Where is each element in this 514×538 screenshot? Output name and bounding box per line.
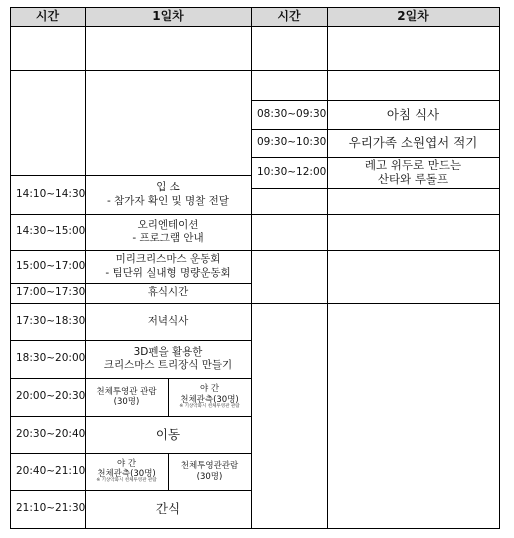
- activity-title: 야 간: [116, 458, 137, 469]
- activity-title: 우리가족 소원엽서 적기: [348, 135, 478, 151]
- grid-line: [251, 188, 500, 189]
- day1-activity-planetarium-a: [85, 378, 168, 416]
- grid-line: [85, 7, 86, 529]
- grid-line: [10, 283, 252, 284]
- grid-line: [10, 378, 252, 379]
- activity-detail: 천체관측(30명): [180, 394, 239, 405]
- day1-activity-dinner: [85, 303, 251, 340]
- activity-title: 천체투영관관람: [180, 461, 239, 472]
- day1-activity-checkin: [85, 175, 251, 214]
- activity-detail: - 팀단위 실내형 명량운동회: [105, 266, 231, 279]
- activity-detail: (30명): [196, 471, 223, 482]
- grid-line: [10, 7, 11, 529]
- day1-time-cell: 17:00~17:30: [16, 286, 85, 299]
- day2-time-cell: 08:30~09:30: [257, 107, 327, 120]
- activity-title: 레고 위두로 만드는: [364, 158, 462, 173]
- grid-line: [10, 250, 252, 251]
- activity-detail: 크리스마스 트리장식 만들기: [103, 359, 233, 371]
- day1-time-cell: 14:30~15:00: [16, 225, 85, 238]
- day1-activity-orientation: [85, 214, 251, 250]
- activity-title: 미리크리스마스 운동회: [115, 253, 221, 266]
- grid-line: [10, 416, 252, 417]
- activity-title: 휴식시간: [147, 286, 189, 299]
- grid-line: [10, 340, 252, 341]
- day1-time-cell: 14:10~14:30: [16, 187, 85, 200]
- activity-detail: - 프로그램 안내: [132, 232, 204, 244]
- grid-line: [251, 7, 252, 529]
- grid-line: [10, 7, 500, 8]
- day2-activity-wish-postcard: [327, 129, 499, 157]
- day1-activity-night-obs-b: [85, 453, 168, 490]
- day1-activity-move: [85, 416, 251, 453]
- activity-detail: 천체관측(30명): [97, 469, 156, 480]
- activity-title: 야 간: [199, 384, 220, 395]
- day1-time-cell: 20:00~20:30: [16, 390, 85, 403]
- grid-line: [327, 7, 328, 529]
- day1-activity-snack: [85, 490, 251, 528]
- grid-line: [251, 129, 500, 130]
- activity-title: 아침 식사: [386, 106, 440, 122]
- day2-time-cell: 10:30~12:00: [257, 165, 327, 178]
- activity-title: 입 소: [156, 181, 180, 194]
- activity-detail: 산타와 루돌프: [377, 171, 449, 186]
- header-day2: 2일차: [397, 9, 429, 23]
- day2-activity-breakfast: [327, 100, 499, 129]
- grid-line: [499, 7, 500, 529]
- day1-time-cell: 18:30~20:00: [16, 352, 85, 365]
- grid-line: [10, 26, 500, 27]
- day1-activity-night-obs-a: [168, 378, 251, 416]
- grid-line: [10, 490, 252, 491]
- grid-line: [251, 214, 500, 215]
- day2-activity-lego: [327, 157, 499, 188]
- activity-title: 3D펜을 활용한: [133, 345, 203, 358]
- grid-line: [251, 100, 500, 101]
- grid-line: [168, 453, 169, 490]
- grid-line: [10, 303, 252, 304]
- grid-line: [10, 528, 500, 529]
- grid-line: [10, 214, 252, 215]
- activity-title: 저녁식사: [147, 314, 189, 327]
- grid-line: [168, 378, 169, 416]
- day1-activity-3d-pen: [85, 340, 251, 378]
- activity-title: 오리엔테이션: [137, 218, 199, 231]
- day1-time-cell: 15:00~17:00: [16, 259, 85, 272]
- activity-detail: (30명): [113, 397, 140, 407]
- day1-activity-planetarium-b: [168, 453, 251, 490]
- day2-time-cell: 09:30~10:30: [257, 136, 327, 149]
- grid-line: [10, 70, 500, 71]
- day1-activity-sports-day: [85, 250, 251, 283]
- activity-note: ※ 기상악화시 천체투영관 관람: [96, 478, 157, 484]
- day1-time-cell: 17:30~18:30: [16, 314, 85, 327]
- day1-activity-break: [85, 283, 251, 303]
- day1-time-cell: 20:30~20:40: [16, 427, 85, 440]
- grid-line: [10, 453, 252, 454]
- grid-line: [251, 303, 500, 304]
- day1-time-cell: 20:40~21:10: [16, 464, 85, 477]
- activity-detail: - 참가자 확인 및 명찰 전달: [107, 194, 229, 207]
- header-time-day2: 시간: [277, 9, 301, 23]
- header-day1: 1일차: [152, 9, 184, 23]
- grid-line: [251, 250, 500, 251]
- header-time-day1: 시간: [35, 9, 60, 23]
- grid-line: [251, 157, 500, 158]
- activity-note: ※ 기상악화시 천체투영관 관람: [179, 403, 240, 409]
- grid-line: [10, 175, 252, 176]
- activity-title: 이동: [155, 426, 181, 442]
- activity-title: 천체투영관 관람: [96, 386, 157, 397]
- activity-title: 간식: [155, 501, 181, 517]
- day1-time-cell: 21:10~21:30: [16, 502, 85, 515]
